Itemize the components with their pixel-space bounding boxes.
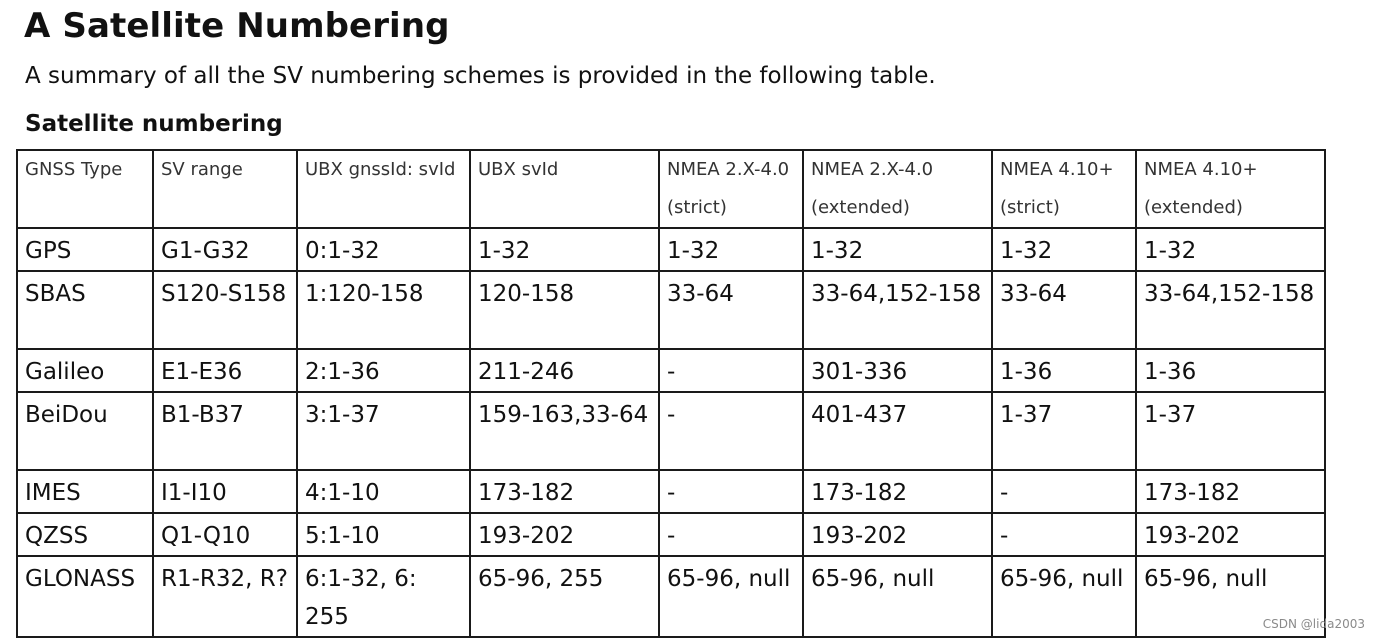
table-cell: 173-182 (1136, 470, 1325, 513)
table-cell: I1-I10 (153, 470, 297, 513)
header-sv-range: SV range (153, 150, 297, 228)
table-cell: 193-202 (803, 513, 992, 556)
table-cell: 401-437 (803, 392, 992, 470)
table-cell: 301-336 (803, 349, 992, 392)
table-cell: 211-246 (470, 349, 659, 392)
header-nmea-410-strict: NMEA 4.10+ (strict) (992, 150, 1136, 228)
table-cell: S120-S158 (153, 271, 297, 349)
table-cell: 65-96, null (1136, 556, 1325, 637)
table-cell: 1-36 (992, 349, 1136, 392)
satellite-numbering-table (16, 149, 1326, 638)
header-gnss-type: GNSS Type (17, 150, 153, 228)
table-cell: 33-64 (992, 271, 1136, 349)
table-cell: 33-64,152-158 (1136, 271, 1325, 349)
header-ubx-svid: UBX svId (470, 150, 659, 228)
table-cell: 1-32 (659, 228, 803, 271)
table-cell: 65-96, null (992, 556, 1136, 637)
table-title: Satellite numbering (25, 111, 283, 137)
page-title: A Satellite Numbering (24, 6, 450, 46)
table-cell: 6:1-32, 6: 255 (297, 556, 470, 637)
table-cell: 0:1-32 (297, 228, 470, 271)
table-cell: 65-96, 255 (470, 556, 659, 637)
table-cell: - (659, 349, 803, 392)
table-cell: 33-64 (659, 271, 803, 349)
table-cell: Galileo (17, 349, 153, 392)
table-row (17, 349, 1325, 392)
table-cell: G1-G32 (153, 228, 297, 271)
table-row (17, 470, 1325, 513)
table-cell: 1-36 (1136, 349, 1325, 392)
table-cell: Q1-Q10 (153, 513, 297, 556)
table-cell: GPS (17, 228, 153, 271)
table-cell: 1:120-158 (297, 271, 470, 349)
table-cell: E1-E36 (153, 349, 297, 392)
table-cell: 1-32 (1136, 228, 1325, 271)
table-cell: - (992, 470, 1136, 513)
table-cell: B1-B37 (153, 392, 297, 470)
table-cell: 4:1-10 (297, 470, 470, 513)
table-cell: 33-64,152-158 (803, 271, 992, 349)
table-cell: 1-32 (470, 228, 659, 271)
table-cell: 5:1-10 (297, 513, 470, 556)
watermark: CSDN @lida2003 (1262, 617, 1365, 631)
table-cell: 65-96, null (803, 556, 992, 637)
table-header-row (17, 150, 1325, 228)
header-nmea-2x-strict: NMEA 2.X-4.0 (strict) (659, 150, 803, 228)
table-cell: GLONASS (17, 556, 153, 637)
table-row (17, 392, 1325, 470)
intro-text: A summary of all the SV numbering schemes is provided in the following table. (25, 63, 936, 89)
table-cell: 120-158 (470, 271, 659, 349)
table-row (17, 513, 1325, 556)
table-cell: 159-163,33-64 (470, 392, 659, 470)
table-cell: SBAS (17, 271, 153, 349)
table-cell: R1-R32, R? (153, 556, 297, 637)
table-row (17, 556, 1325, 637)
table-cell: 65-96, null (659, 556, 803, 637)
table-cell: - (659, 392, 803, 470)
table-cell: IMES (17, 470, 153, 513)
table-cell: 3:1-37 (297, 392, 470, 470)
header-ubx-gnssid-svid: UBX gnssId: svId (297, 150, 470, 228)
table-cell: - (992, 513, 1136, 556)
table-cell: 193-202 (1136, 513, 1325, 556)
table-cell: - (659, 513, 803, 556)
table-cell: QZSS (17, 513, 153, 556)
table-cell: - (659, 470, 803, 513)
table-cell: 173-182 (470, 470, 659, 513)
table-cell: 1-32 (803, 228, 992, 271)
table-row (17, 271, 1325, 349)
table-cell: 173-182 (803, 470, 992, 513)
header-nmea-2x-extended: NMEA 2.X-4.0 (extended) (803, 150, 992, 228)
table-cell: 1-37 (992, 392, 1136, 470)
table-cell: 2:1-36 (297, 349, 470, 392)
table-cell: BeiDou (17, 392, 153, 470)
header-nmea-410-extended: NMEA 4.10+ (extended) (1136, 150, 1325, 228)
table-cell: 1-32 (992, 228, 1136, 271)
table-cell: 193-202 (470, 513, 659, 556)
table-row (17, 228, 1325, 271)
table-cell: 1-37 (1136, 392, 1325, 470)
